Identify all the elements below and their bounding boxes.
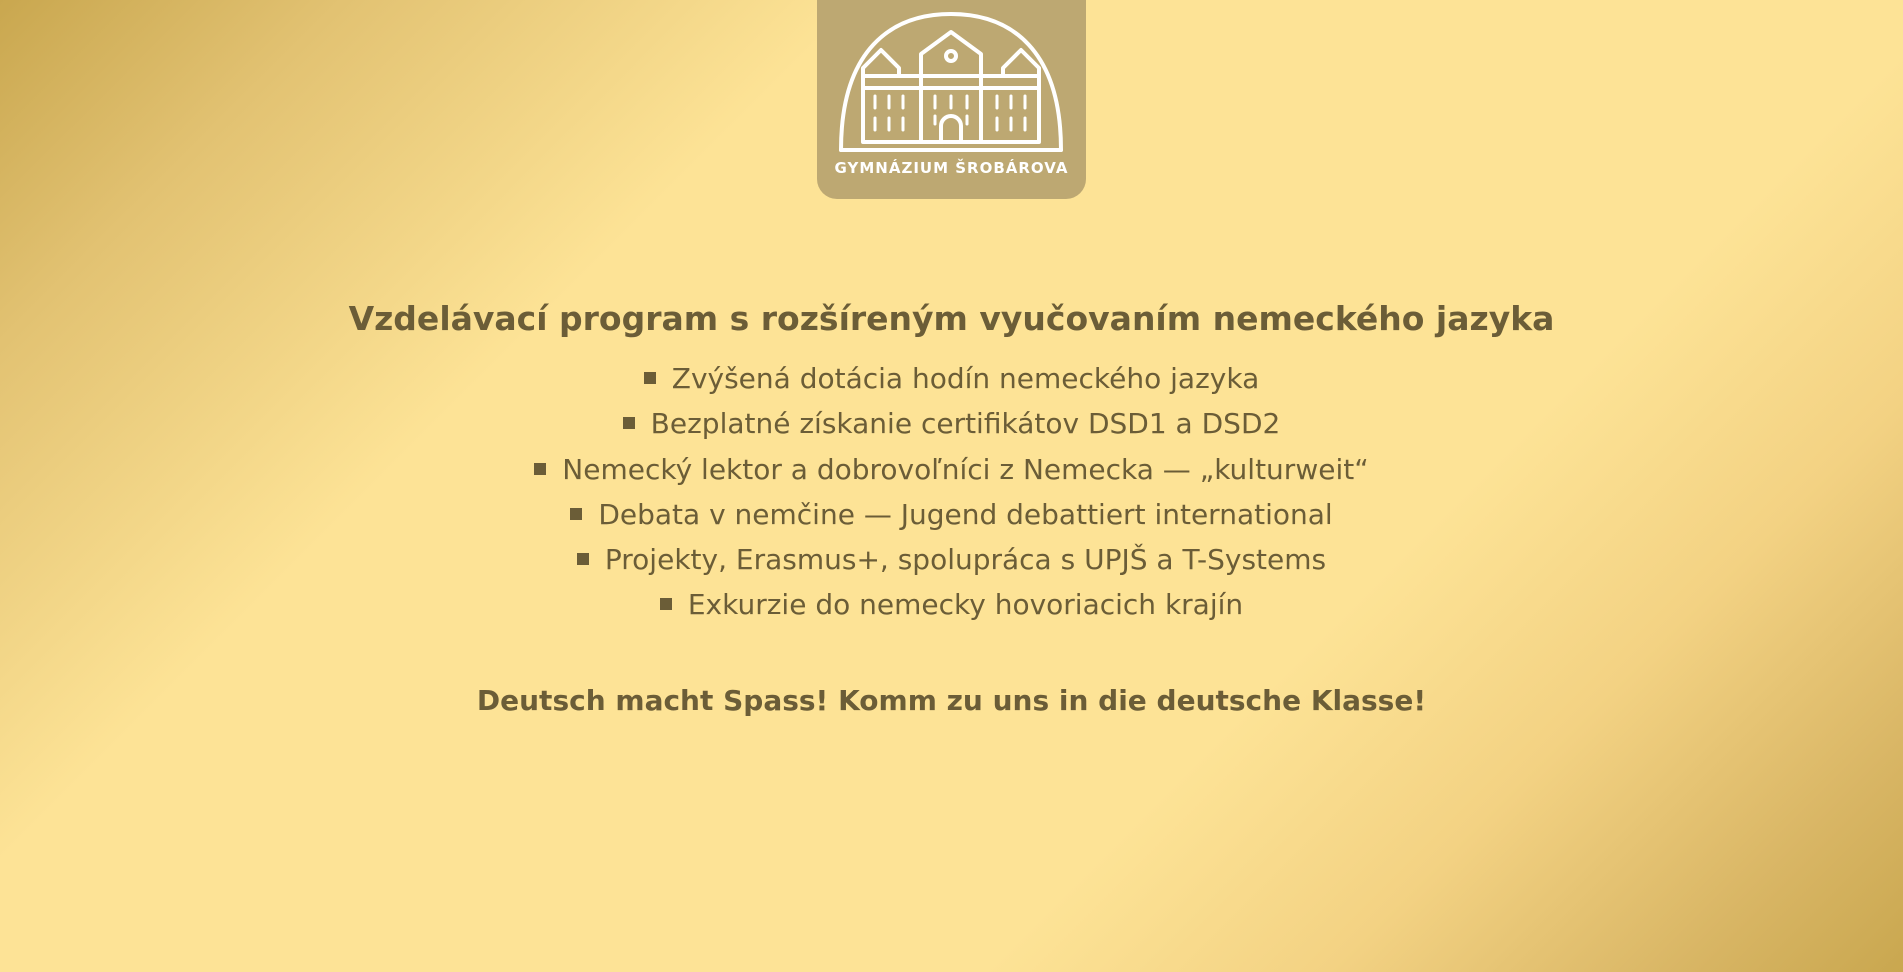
feature-text: Nemecký lektor a dobrovoľníci z Nemecka — „kulturweit“ xyxy=(562,452,1369,486)
list-item xyxy=(0,492,1903,537)
feature-text: Projekty, Erasmus+, spolupráca s UPJŠ a T-Systems xyxy=(604,543,1327,577)
list-item xyxy=(0,401,1903,446)
list-item xyxy=(0,356,1903,401)
square-bullet-icon xyxy=(623,417,635,429)
square-bullet-icon xyxy=(534,463,546,475)
slogan: Deutsch macht Spass! Komm zu uns in die deutsche Klasse! xyxy=(476,684,1427,717)
square-bullet-icon xyxy=(644,372,656,384)
square-bullet-icon xyxy=(577,553,589,565)
feature-text: Zvýšená dotácia hodín nemeckého jazyka xyxy=(671,362,1260,395)
list-item xyxy=(0,582,1903,627)
square-bullet-icon xyxy=(660,598,672,610)
list-item xyxy=(0,537,1903,582)
feature-text: Bezplatné získanie certifikátov DSD1 a DSD2 xyxy=(650,407,1281,441)
feature-text: Exkurzie do nemecky hovoriacich krajín xyxy=(687,588,1244,622)
list-item xyxy=(0,447,1903,492)
square-bullet-icon xyxy=(570,508,582,520)
feature-list xyxy=(0,356,1903,628)
school-building-icon xyxy=(837,12,1065,154)
program-title: Vzdelávací program s rozšíreným vyučovaním nemeckého jazyka xyxy=(348,299,1555,338)
logo-text: GYMNÁZIUM ŠROBÁROVA xyxy=(834,159,1069,177)
school-logo[interactable] xyxy=(817,0,1086,199)
feature-text: Debata v nemčine — Jugend debattiert international xyxy=(598,497,1333,531)
